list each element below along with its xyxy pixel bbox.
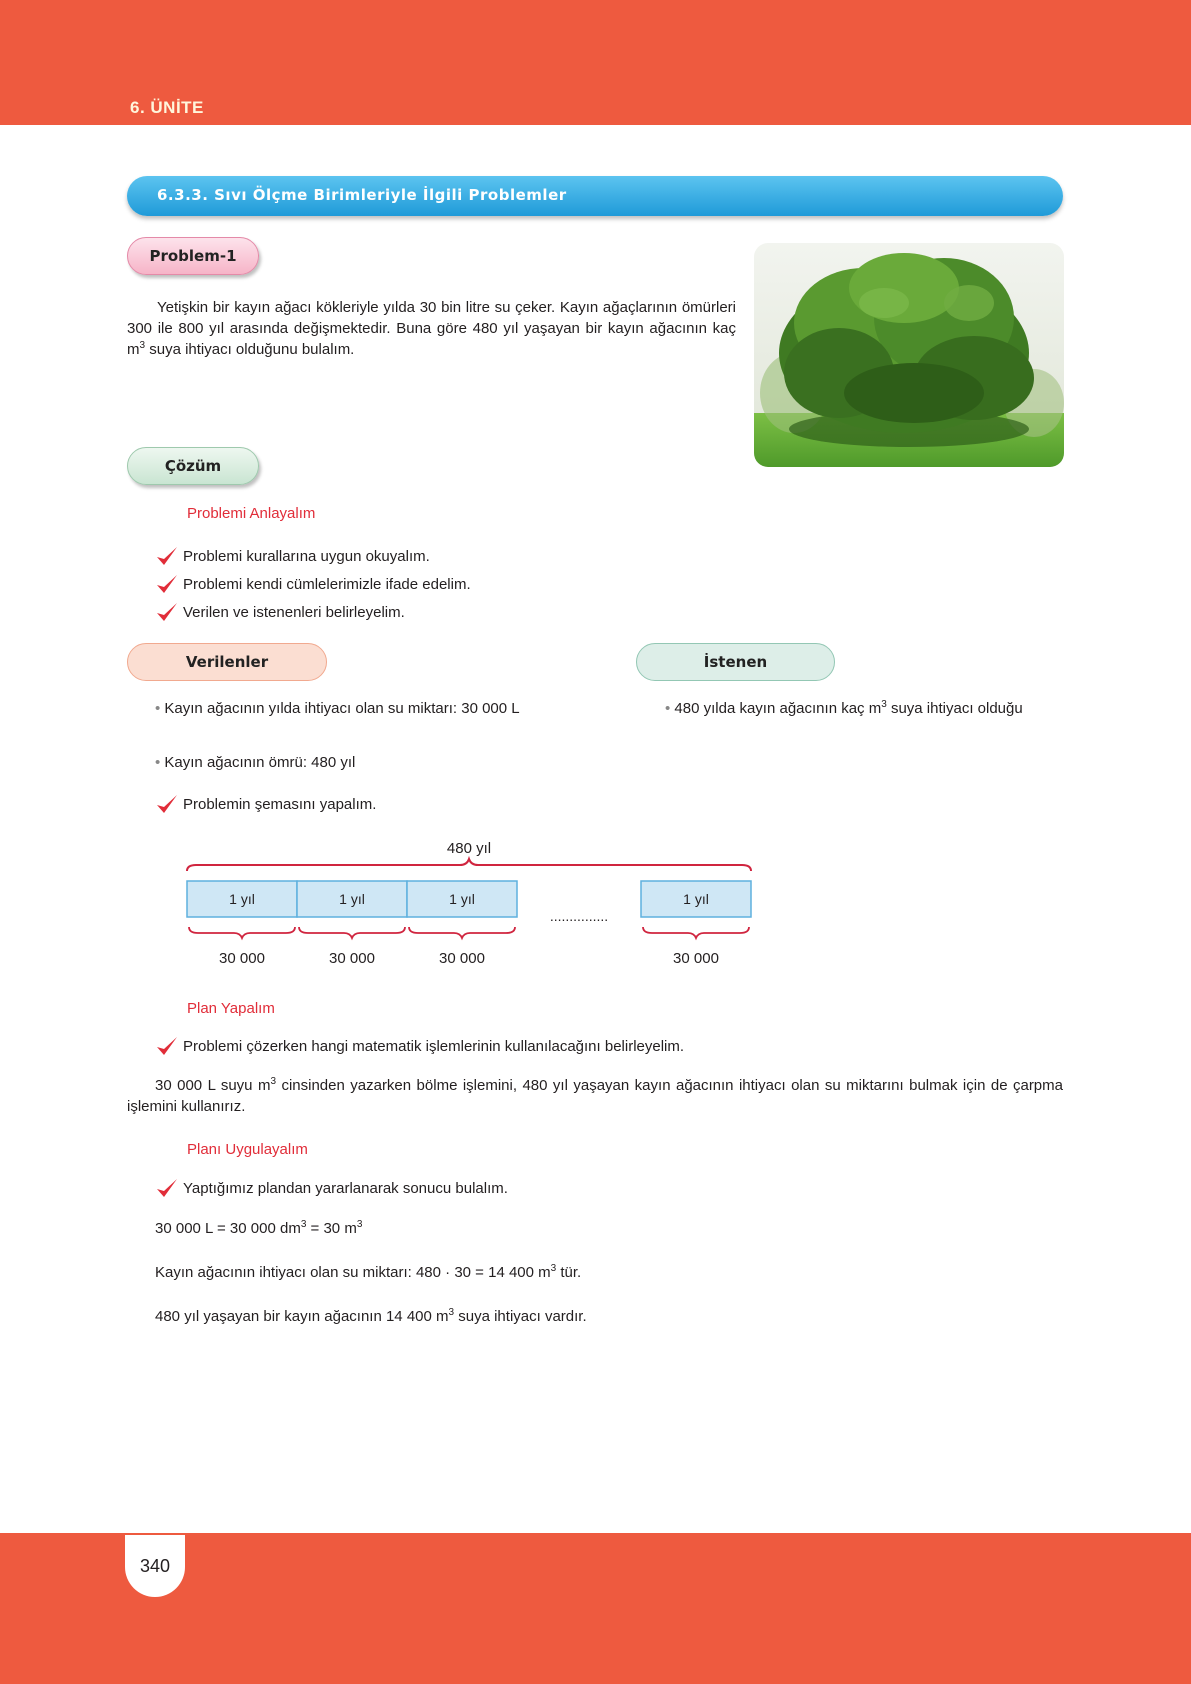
- schema-diagram: [184, 835, 754, 975]
- checkmark-icon: [155, 1177, 179, 1199]
- unit-label: 6. ÜNİTE: [130, 98, 204, 117]
- given-item: • Kayın ağacının ömrü: 480 yıl: [155, 754, 356, 771]
- brace: [409, 927, 515, 938]
- given-item: • Kayın ağacının yılda ihtiyacı olan su miktarı: 30 000 L: [155, 700, 520, 717]
- beech-tree-photo: [754, 243, 1064, 467]
- understand-item: Verilen ve istenenleri belirleyelim.: [155, 601, 405, 623]
- year-box-label: 1 yıl: [683, 891, 709, 907]
- checkmark-icon: [155, 545, 179, 567]
- problem-label: Problem-1: [127, 237, 259, 275]
- checkmark-icon: [155, 601, 179, 623]
- brace: [299, 927, 405, 938]
- wanted-item: • 480 yılda kayın ağacının kaç $m^3$ suya ihtiyacı olduğu: [665, 699, 1023, 717]
- multiplication-equation: Kayın ağacının ihtiyacı olan su miktarı: 480 · 30 = 14 400 $m^3$ tür.: [155, 1263, 582, 1281]
- year-box-label: 1 yıl: [449, 891, 475, 907]
- amount-label: 30 000: [439, 950, 485, 967]
- amount-label: 30 000: [219, 950, 265, 967]
- conversion-equation: 30 000 L = 30 000 $dm^3 = 30$ $m^3$: [155, 1219, 363, 1237]
- plan-item: Problemi çözerken hangi matematik işlemlerinin kullanılacağını belirleyelim.: [155, 1035, 684, 1057]
- understand-item: Problemi kurallarına uygun okuyalım.: [155, 545, 430, 567]
- apply-item: Yaptığımız plandan yararlanarak sonucu bulalım.: [155, 1177, 508, 1199]
- apply-heading: Planı Uygulayalım: [187, 1141, 308, 1158]
- result-sentence: 480 yıl yaşayan bir kayın ağacının 14 400 $m^3$ suya ihtiyacı vardır.: [155, 1307, 587, 1325]
- year-box-label: 1 yıl: [229, 891, 255, 907]
- total-label: 480 yıl: [446, 840, 492, 857]
- plan-text: 30 000 L suyu $m^3$ cinsinden yazarken bölme işlemini, 480 yıl yaşayan kayın ağacının ihtiyacı olan su miktarını bulmak için de çarpma işlemini kullanırız.: [127, 1076, 1063, 1115]
- schema-instruction: Problemin şemasını yapalım.: [155, 793, 376, 815]
- top-brace: [187, 859, 751, 871]
- ellipsis-dots: ...............: [549, 908, 609, 924]
- brace: [189, 927, 295, 938]
- solution-label: Çözüm: [127, 447, 259, 485]
- amount-label: 30 000: [673, 950, 719, 967]
- amount-label: 30 000: [329, 950, 375, 967]
- section-title-bar: [127, 176, 1063, 216]
- given-label: Verilenler: [127, 643, 327, 681]
- page-number: 340: [125, 1535, 185, 1597]
- problem-text: Yetişkin bir kayın ağacı kökleriyle yılda 30 bin litre su çeker. Kayın ağaçlarının ömürleri 300 ile 800 yıl arasında değişmektedir. Buna göre 480 yıl yaşayan bir kayın ağacının kaç $m^3$ suya ihtiyacı olduğunu bulalım.: [127, 299, 736, 358]
- checkmark-icon: [155, 1035, 179, 1057]
- brace: [643, 927, 749, 938]
- wanted-label: İstenen: [636, 643, 835, 681]
- understand-heading: Problemi Anlayalım: [187, 505, 316, 522]
- section-title: 6.3.3. Sıvı Ölçme Birimleriyle İlgili Problemler: [157, 186, 567, 204]
- checkmark-icon: [155, 573, 179, 595]
- understand-item: Problemi kendi cümlelerimizle ifade edelim.: [155, 573, 471, 595]
- plan-heading: Plan Yapalım: [187, 1000, 275, 1017]
- checkmark-icon: [155, 793, 179, 815]
- year-box-label: 1 yıl: [339, 891, 365, 907]
